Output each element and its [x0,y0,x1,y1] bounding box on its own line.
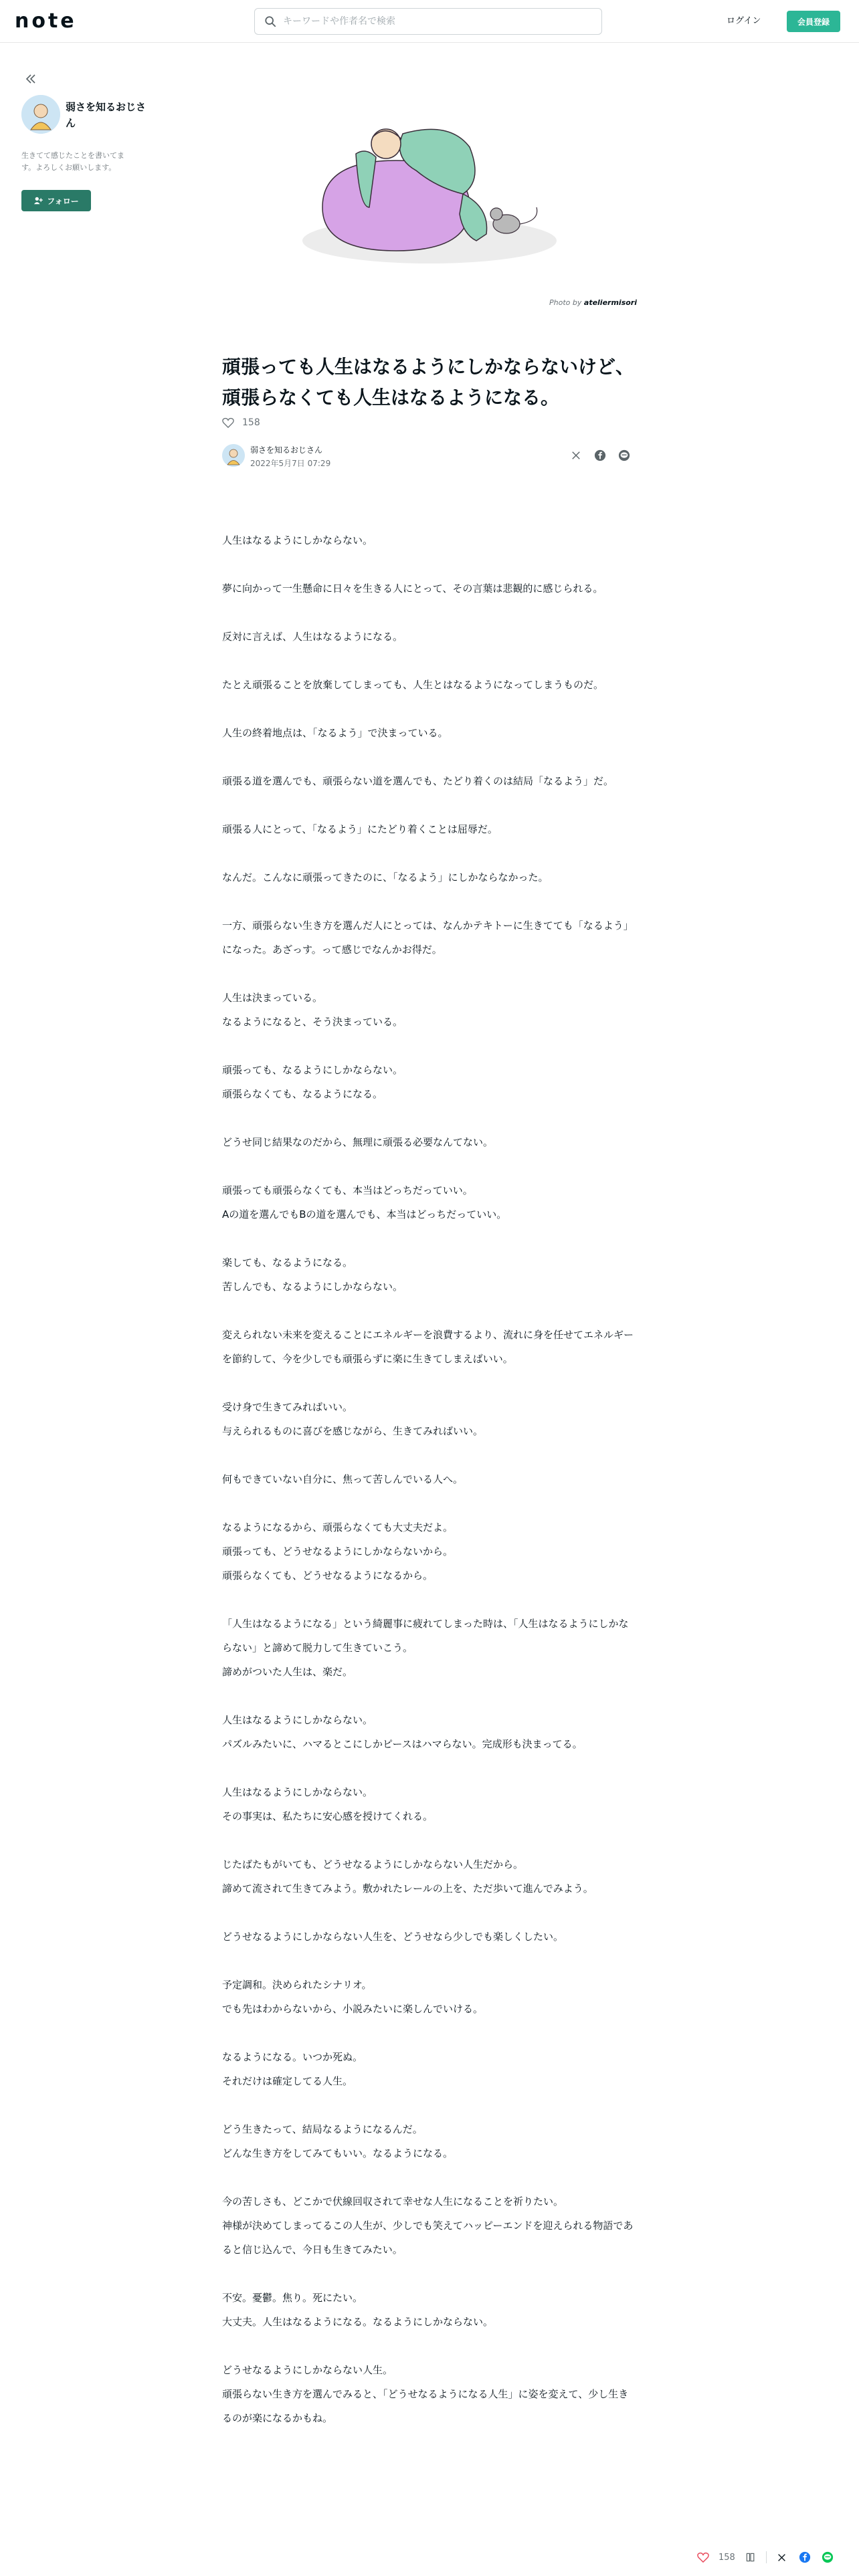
article-line: 不安。憂鬱。焦り。死にたい。 [222,2292,363,2304]
article-line: 一方、頑張らない生き方を選んだ人にとっては、なんかテキトーに生きてても「なるよう」になった。あざっす。って感じでなんかお得だ。 [222,920,634,956]
article-body [222,528,637,2454]
article-line: なんだ。こんなに頑張ってきたのに、「なるよう」にしかならなかった。 [222,871,549,883]
article-line: なるようになるから、頑張らなくても大丈夫だよ。 [222,1521,454,1533]
article-line: どうせなるようにしかならない人生を、どうせなら少しでも楽しくしたい。 [222,1931,564,1943]
article-line: 変えられない未来を変えることにエネルギーを浪費するより、流れに身を任せてエネルギーを節約して、今を少しでも頑張らずに楽に生きてしまえばいい。 [222,1329,634,1365]
article-line: 大丈夫。人生はなるようになる。なるようにしかならない。 [222,2316,494,2328]
article-line: 諦めがついた人生は、楽だ。 [222,1666,353,1678]
article-line: 人生はなるようにしかならない。 [222,534,373,546]
search-box[interactable] [254,8,602,35]
article-paragraph [222,1323,637,1371]
article-paragraph [222,1852,637,1901]
article-line: 何もできていない自分に、焦って苦しんでいる人へ。 [222,1473,464,1485]
article-paragraph [222,1780,637,1828]
article-line: 頑張っても頑張らなくても、本当はどっちだっていい。 [222,1184,473,1196]
article-paragraph [222,1467,637,1491]
follow-label: フォロー [47,196,79,206]
sidebar-author-name[interactable]: 弱さを知るおじさん [66,101,147,129]
article-paragraph [222,576,637,601]
article-paragraph [222,1251,637,1299]
article-line: どうせ同じ結果なのだから、無理に頑張る必要なんてない。 [222,1136,494,1148]
article-line: どう生きたって、結局なるようになるんだ。 [222,2123,423,2135]
like-area[interactable] [222,417,260,428]
login-link[interactable]: ログイン [727,16,761,26]
photo-credit-name[interactable]: ateliermisori [583,298,637,307]
article-line: 楽しても、なるようになる。 [222,1257,353,1269]
article-paragraph [222,2286,637,2334]
photo-credit [508,298,637,307]
article-line: 頑張る人にとって、「なるよう」にたどり着くことは屈辱だ。 [222,823,498,835]
article-line: 人生はなるようにしかならない。 [222,1786,373,1798]
article-line: 人生の終着地点は、「なるよう」で決まっている。 [222,727,448,739]
heart-icon[interactable] [222,417,234,428]
share-buttons [569,448,632,463]
line-icon[interactable] [617,448,632,463]
line-icon[interactable] [820,2550,835,2565]
photo-credit-prefix: Photo by [549,298,582,307]
article-paragraph [222,721,637,745]
article-line: 頑張らなくても、どうせなるようになるから。 [222,1570,434,1582]
article-paragraph [222,673,637,697]
article-paragraph [222,625,637,649]
article-paragraph [222,769,637,793]
bottom-like-count: 158 [719,2552,735,2563]
follow-button[interactable] [21,190,91,211]
article-line: じたばたもがいても、どうせなるようにしかならない人生だから。 [222,1858,524,1870]
article-author-avatar[interactable] [222,444,245,467]
article-line: 頑張らない生き方を選んでみると、「どうせなるようになる人生」に姿を変えて、少し生きるのが楽になるかもね。 [222,2388,629,2424]
article-paragraph [222,2117,637,2165]
article-paragraph [222,1395,637,1443]
article-line: 苦しんでも、なるようにしかならない。 [222,1281,403,1293]
article-line: 与えられるものに喜びを感じながら、生きてみればいい。 [222,1425,484,1437]
article-paragraph [222,2045,637,2093]
article-line: 反対に言えば、人生はなるようになる。 [222,631,403,643]
article-paragraph [222,1178,637,1226]
divider [766,2551,767,2563]
article-line: 「人生はなるようになる」という綺麗事に疲れてしまった時は、「人生はなるようにしかならない」と諦めて脱力して生きていこう。 [222,1618,629,1654]
article-line: Aの道を選んでもBの道を選んでも、本当はどっちだっていい。 [222,1208,507,1220]
article-line: 人生はなるようにしかならない。 [222,1714,373,1726]
person-plus-icon [33,196,43,205]
back-icon[interactable] [24,72,37,86]
article-line: 神様が決めてしまってるこの人生が、少しでも笑えてハッピーエンドを迎えられる物語であると信じ込んで、今日も生きてみたい。 [222,2220,634,2256]
article-paragraph [222,2189,637,2262]
article-line: 夢に向かって一生懸命に日々を生きる人にとって、その言葉は悲観的に感じられる。 [222,582,603,595]
search-input[interactable] [283,16,591,27]
article-line: なるようになると、そう決まっている。 [222,1016,403,1028]
magazine-icon[interactable] [743,2550,758,2565]
article-line: 頑張る道を選んでも、頑張らない道を選んでも、たどり着くのは結局「なるよう」だ。 [222,775,614,787]
article-line: なるようになる。いつか死ぬ。 [222,2051,363,2063]
article-paragraph [222,986,637,1034]
article-line: たとえ頑張ることを放棄してしまっても、人生とはなるようになってしまうものだ。 [222,679,604,691]
article-line: 頑張っても、どうせなるようにしかならないから。 [222,1545,454,1558]
article-line: 受け身で生きてみればいい。 [222,1401,353,1413]
article-paragraph [222,1708,637,1756]
note-logo[interactable]: note [15,9,77,33]
article-line: パズルみたいに、ハマるとこにしかピースはハマらない。完成形も決まってる。 [222,1738,583,1750]
article-paragraph [222,817,637,841]
sidebar-author-bio: 生きてて感じたことを書いてます。よろしくお願いします。 [21,151,124,172]
article-paragraph [222,865,637,889]
signup-button[interactable]: 会員登録 [787,11,840,32]
header [0,0,859,43]
article-author-name[interactable]: 弱さを知るおじさん [250,445,323,455]
article-line: どうせなるようにしかならない人生。 [222,2364,393,2376]
article-paragraph [222,1925,637,1949]
search-icon [264,15,276,27]
article-paragraph [222,1973,637,2021]
article-paragraph [222,1130,637,1154]
article-paragraph [222,914,637,962]
facebook-icon[interactable] [797,2550,812,2565]
hero-illustration [222,107,637,281]
article-paragraph [222,1058,637,1106]
like-count: 158 [242,417,260,428]
article-line: それだけは確定してる人生。 [222,2075,353,2087]
article-line: その事実は、私たちに安心感を授けてくれる。 [222,1810,434,1822]
article-line: 頑張っても、なるようにしかならない。 [222,1064,403,1076]
author-avatar[interactable] [21,95,60,134]
article-title: 頑張っても人生はなるようにしかならないけど、頑張らなくても人生はなるようになる。 [222,356,635,409]
article-line: 人生は決まっている。 [222,992,323,1004]
article-paragraph [222,2358,637,2430]
article-line: 予定調和。決められたシナリオ。 [222,1979,372,1991]
heart-icon[interactable] [696,2550,710,2565]
article-paragraph [222,1612,637,1684]
article-date: 2022年5月7日 07:29 [250,459,331,468]
article-line: 諦めて流されて生きてみよう。敷かれたレールの上を、ただ歩いて進んでみよう。 [222,1883,593,1895]
article-paragraph [222,1515,637,1588]
article-line: 頑張らなくても、なるようになる。 [222,1088,383,1100]
article-line: でも先はわからないから、小説みたいに楽しんでいける。 [222,2003,484,2015]
x-icon[interactable] [569,448,583,463]
article-line: どんな生き方をしてみてもいい。なるようになる。 [222,2147,454,2159]
article-paragraph [222,528,637,552]
article-line: 今の苦しさも、どこかで伏線回収されて幸せな人生になることを祈りたい。 [222,2195,564,2208]
x-icon[interactable] [775,2550,789,2565]
floating-action-bar [696,2547,835,2568]
facebook-icon[interactable] [593,448,607,463]
